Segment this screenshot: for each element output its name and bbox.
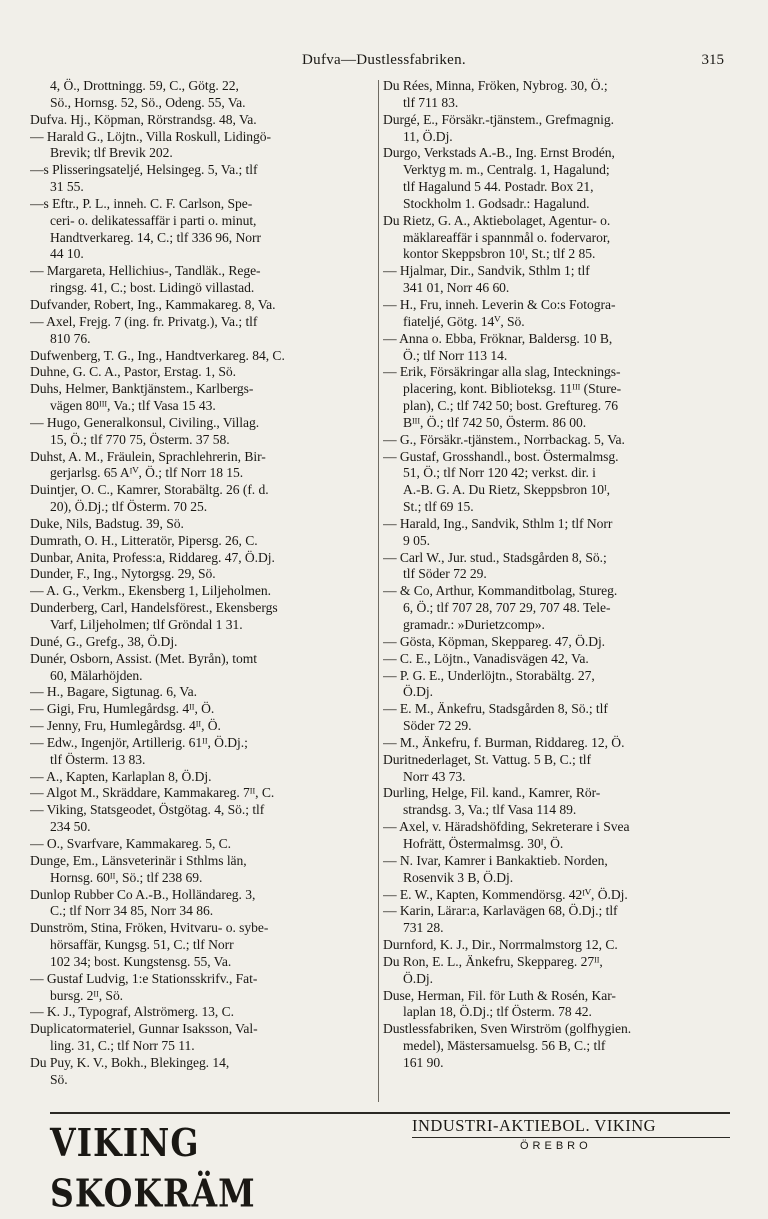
directory-line: — Harald G., Löjtn., Villa Roskull, Lidingö-: [30, 128, 272, 144]
directory-line: mäklareaffär i spannmål o. fodervaror,: [403, 229, 611, 245]
directory-line: Dunér, Osborn, Assist. (Met. Byrån), tomt: [30, 650, 257, 666]
directory-line: 102 34; bost. Kungstensg. 55, Va.: [50, 953, 232, 969]
directory-line: tlf Hagalund 5 44. Postadr. Box 21,: [403, 179, 594, 195]
ad-company: INDUSTRI-AKTIEBOL. VIKING: [412, 1116, 657, 1135]
ad-brand: VIKING SKOKRÄM: [50, 1120, 256, 1216]
directory-line: Handtverkareg. 14, C.; tlf 336 96, Norr: [50, 229, 261, 245]
directory-line: Duse, Herman, Fil. för Luth & Rosén, Kar-: [383, 987, 616, 1003]
directory-line: Dunbar, Anita, Profess:a, Riddareg. 47, Ö.Dj.: [30, 549, 275, 565]
directory-line: Durgo, Verkstads A.-B., Ing. Ernst Brodén,: [383, 145, 615, 161]
directory-line: Brevik; tlf Brevik 202.: [50, 145, 173, 161]
directory-line: Duritnederlaget, St. Vattug. 5 B, C.; tlf: [383, 751, 592, 767]
directory-line: — Carl W., Jur. stud., Stadsgården 8, Sö.;: [383, 549, 607, 565]
directory-line: — A. G., Verkm., Ekensberg 1, Liljeholmen.: [30, 583, 271, 599]
directory-line: Dunge, Em., Länsveterinär i Sthlms län,: [30, 852, 247, 868]
directory-line: 161 90.: [403, 1054, 444, 1070]
directory-line: — N. Ivar, Kamrer i Bankaktieb. Norden,: [383, 852, 608, 868]
directory-line: Dufwenberg, T. G., Ing., Handtverkareg. 84, C.: [30, 347, 285, 363]
directory-line: Dunström, Stina, Fröken, Hvitvaru- o. sybe-: [30, 920, 269, 936]
running-head: Dufva—Dustlessfabriken.: [302, 52, 466, 68]
directory-line: ling. 31, C.; tlf Norr 75 11.: [50, 1038, 195, 1054]
directory-line: Duhne, G. C. A., Pastor, Erstag. 1, Sö.: [30, 364, 236, 380]
directory-line: — Harald, Ing., Sandvik, Sthlm 1; tlf Norr: [383, 515, 613, 531]
directory-line: 731 28.: [403, 920, 444, 936]
directory-line: — A., Kapten, Karlaplan 8, Ö.Dj.: [30, 768, 212, 784]
directory-line: Ö.; tlf Norr 113 14.: [403, 347, 508, 363]
directory-line: Duné, G., Grefg., 38, Ö.Dj.: [30, 633, 178, 649]
directory-line: tlf Österm. 13 83.: [50, 751, 146, 767]
directory-line: — K. J., Typograf, Alströmerg. 13, C.: [30, 1004, 234, 1020]
footer-advertisement: [50, 1112, 730, 1216]
directory-line: gramadr.: »Durietzcomp».: [403, 617, 545, 632]
directory-line: 234 50.: [50, 819, 91, 835]
directory-line: Rosenvik 3 B, Ö.Dj.: [403, 869, 514, 885]
directory-line: Duhs, Helmer, Banktjänstem., Karlbergs-: [30, 381, 254, 397]
directory-line: — C. E., Löjtn., Vanadisvägen 42, Va.: [383, 650, 589, 666]
directory-line: Durling, Helge, Fil. kand., Kamrer, Rör-: [383, 785, 601, 801]
directory-line: 4, Ö., Drottningg. 59, C., Götg. 22,: [50, 78, 239, 93]
directory-line: Ö.Dj.: [403, 970, 433, 986]
directory-line: Söder 72 29.: [403, 718, 472, 734]
directory-line: hörsaffär, Kungsg. 51, C.; tlf Norr: [50, 937, 234, 953]
directory-line: 9 05.: [403, 532, 430, 548]
directory-line: — M., Änkefru, f. Burman, Riddareg. 12, Ö.: [383, 734, 625, 750]
directory-line: Dumrath, O. H., Litteratör, Pipersg. 26, C.: [30, 532, 258, 548]
directory-line: Dunderberg, Carl, Handelsförest., Ekensbergs: [30, 600, 278, 616]
ad-company-rule: [412, 1137, 730, 1138]
directory-line: — Viking, Statsgeodet, Östgötag. 4, Sö.; tlf: [30, 802, 265, 818]
directory-line: 810 76.: [50, 330, 91, 346]
directory-line: 51, Ö.; tlf Norr 120 42; verkst. dir. i: [403, 465, 596, 481]
directory-line: — Erik, Försäkringar alla slag, Intecknings-: [383, 364, 621, 380]
directory-line: Sö.: [50, 1071, 68, 1087]
directory-line: — P. G. E., Underlöjtn., Storabältg. 27,: [383, 667, 595, 683]
directory-line: — H., Bagare, Sigtunag. 6, Va.: [30, 684, 198, 700]
directory-line: kontor Skeppsbron 10ᴵ, St.; tlf 2 85.: [403, 246, 596, 262]
directory-line: —s Plisseringsateljé, Helsingeg. 5, Va.; tlf: [30, 162, 258, 178]
directory-line: 15, Ö.; tlf 770 75, Österm. 37 58.: [50, 431, 230, 447]
directory-line: Stockholm 1. Godsadr.: Hagalund.: [403, 195, 590, 211]
directory-line: 31 55.: [50, 179, 84, 195]
directory-line: laplan 18, Ö.Dj.; tlf Österm. 78 42.: [403, 1004, 592, 1020]
directory-line: 44 10.: [50, 246, 84, 262]
directory-line: bursg. 2ᴵᴵ, Sö.: [50, 987, 124, 1003]
directory-line: 60, Mälarhöjden.: [50, 667, 143, 683]
directory-line: fiateljé, Götg. 14ⱽ, Sö.: [403, 313, 525, 329]
directory-line: Hofrätt, Östermalmsg. 30ᴵ, Ö.: [403, 835, 564, 851]
directory-line: tlf Söder 72 29.: [403, 566, 487, 582]
directory-line: 341 01, Norr 46 60.: [403, 280, 510, 296]
directory-line: — Gigi, Fru, Humlegårdsg. 4ᴵᴵ, Ö.: [30, 701, 215, 717]
left-column: [30, 78, 373, 1108]
directory-line: — E. M., Änkefru, Stadsgården 8, Sö.; tlf: [383, 701, 608, 717]
directory-line: vägen 80ᴵᴵᴵ, Va.; tlf Vasa 15 43.: [50, 398, 216, 414]
directory-line: Duke, Nils, Badstug. 39, Sö.: [30, 515, 184, 531]
directory-line: Sö., Hornsg. 52, Sö., Odeng. 55, Va.: [50, 94, 246, 110]
ad-city: ÖREBRO: [520, 1140, 592, 1152]
directory-line: Ö.Dj.: [403, 684, 433, 700]
page-number: 315: [701, 52, 724, 68]
directory-line: A.-B. G. A. Du Rietz, Skeppsbron 10ᴵ,: [403, 482, 611, 498]
directory-line: Duplicatormateriel, Gunnar Isaksson, Val-: [30, 1021, 258, 1037]
directory-line: Durgé, E., Försäkr.-tjänstem., Grefmagnig.: [383, 111, 614, 127]
directory-line: — Gösta, Köpman, Skeppareg. 47, Ö.Dj.: [383, 633, 606, 649]
directory-line: — Anna o. Ebba, Fröknar, Baldersg. 10 B,: [383, 330, 613, 346]
directory-line: — Gustaf Ludvig, 1:e Stationsskrifv., Fat-: [30, 970, 258, 986]
directory-line: — E. W., Kapten, Kommendörsg. 42ᴵⱽ, Ö.Dj.: [383, 886, 628, 902]
page-header: [0, 52, 768, 74]
directory-columns: [30, 78, 740, 1108]
directory-line: strandsg. 3, Va.; tlf Vasa 114 89.: [403, 802, 577, 818]
directory-line: C.; tlf Norr 34 85, Norr 34 86.: [50, 903, 214, 919]
directory-line: Norr 43 73.: [403, 768, 466, 784]
directory-line: ceri- o. delikatessaffär i parti o. minut,: [50, 212, 257, 228]
directory-line: Dufva. Hj., Köpman, Rörstrandsg. 48, Va.: [30, 111, 257, 127]
directory-line: Durnford, K. J., Dir., Norrmalmstorg 12, C.: [383, 937, 618, 953]
directory-line: ringsg. 41, C.; bost. Lidingö villastad.: [50, 280, 255, 296]
directory-line: placering, kont. Biblioteksg. 11ᴵᴵᴵ (Sture-: [403, 381, 622, 397]
directory-line: — & Co, Arthur, Kommanditbolag, Stureg.: [383, 583, 618, 599]
directory-line: Du Rietz, G. A., Aktiebolaget, Agentur- o.: [383, 212, 611, 228]
directory-line: — O., Svarfvare, Kammakareg. 5, C.: [30, 835, 232, 851]
directory-line: Dufvander, Robert, Ing., Kammakareg. 8, Va.: [30, 296, 276, 312]
directory-line: Varf, Liljeholmen; tlf Gröndal 1 31.: [50, 617, 243, 632]
directory-line: Duintjer, O. C., Kamrer, Storabältg. 26 (f. d.: [30, 482, 269, 498]
directory-line: Dunlop Rubber Co A.-B., Holländareg. 3,: [30, 886, 256, 902]
right-column: [383, 78, 740, 1108]
directory-line: Bᴵᴵᴵ, Ö.; tlf 742 50, Österm. 86 00.: [403, 414, 587, 430]
directory-line: — Edw., Ingenjör, Artillerig. 61ᴵᴵ, Ö.Dj.;: [30, 734, 248, 750]
directory-line: — H., Fru, inneh. Leverin & Co:s Fotogra-: [383, 296, 616, 312]
directory-line: — Gustaf, Grosshandl., bost. Östermalmsg.: [383, 448, 619, 464]
directory-line: St.; tlf 69 15.: [403, 499, 474, 515]
directory-line: 6, Ö.; tlf 707 28, 707 29, 707 48. Tele-: [403, 600, 611, 616]
directory-line: — Axel, Frejg. 7 (ing. fr. Privatg.), Va.; tlf: [30, 313, 258, 329]
directory-line: Dunder, F., Ing., Nytorgsg. 29, Sö.: [30, 566, 216, 582]
directory-line: medel), Mästersamuelsg. 56 B, C.; tlf: [403, 1038, 606, 1054]
directory-line: gerjarlsg. 65 Aᴵⱽ, Ö.; tlf Norr 18 15.: [50, 465, 244, 481]
directory-line: Verktyg m. m., Centralg. 1, Hagalund;: [403, 162, 610, 178]
directory-line: Dustlessfabriken, Sven Wirström (golfhygien.: [383, 1021, 632, 1037]
directory-line: tlf 711 83.: [403, 94, 459, 110]
directory-line: 11, Ö.Dj.: [403, 128, 453, 144]
directory-line: — Hugo, Generalkonsul, Civiling., Villag.: [30, 414, 260, 430]
directory-line: — G., Försäkr.-tjänstem., Norrbackag. 5, Va.: [383, 431, 625, 447]
directory-line: —s Eftr., P. L., inneh. C. F. Carlson, Spe-: [30, 195, 253, 211]
directory-line: Hornsg. 60ᴵᴵ, Sö.; tlf 238 69.: [50, 869, 203, 885]
directory-line: Du Rées, Minna, Fröken, Nybrog. 30, Ö.;: [383, 78, 608, 93]
directory-line: Du Puy, K. V., Bokh., Blekingeg. 14,: [30, 1054, 230, 1070]
column-divider: [378, 80, 379, 1102]
directory-line: — Algot M., Skräddare, Kammakareg. 7ᴵᴵ, C.: [30, 785, 275, 801]
directory-line: — Hjalmar, Dir., Sandvik, Sthlm 1; tlf: [383, 263, 590, 279]
directory-line: Du Ron, E. L., Änkefru, Skeppareg. 27ᴵᴵ,: [383, 953, 603, 969]
directory-line: — Karin, Lärar:a, Karlavägen 68, Ö.Dj.; tlf: [383, 903, 618, 919]
directory-line: Duhst, A. M., Fräulein, Sprachlehrerin, Bir-: [30, 448, 266, 464]
directory-line: — Margareta, Hellichius-, Tandläk., Rege-: [30, 263, 261, 279]
ad-top-rule: [50, 1112, 730, 1114]
directory-line: 20), Ö.Dj.; tlf Österm. 70 25.: [50, 499, 208, 515]
directory-line: plan), C.; tlf 742 50; bost. Greftureg. 76: [403, 398, 618, 414]
directory-line: — Axel, v. Häradshöfding, Sekreterare i Svea: [383, 819, 630, 835]
directory-line: — Jenny, Fru, Humlegårdsg. 4ᴵᴵ, Ö.: [30, 718, 221, 734]
